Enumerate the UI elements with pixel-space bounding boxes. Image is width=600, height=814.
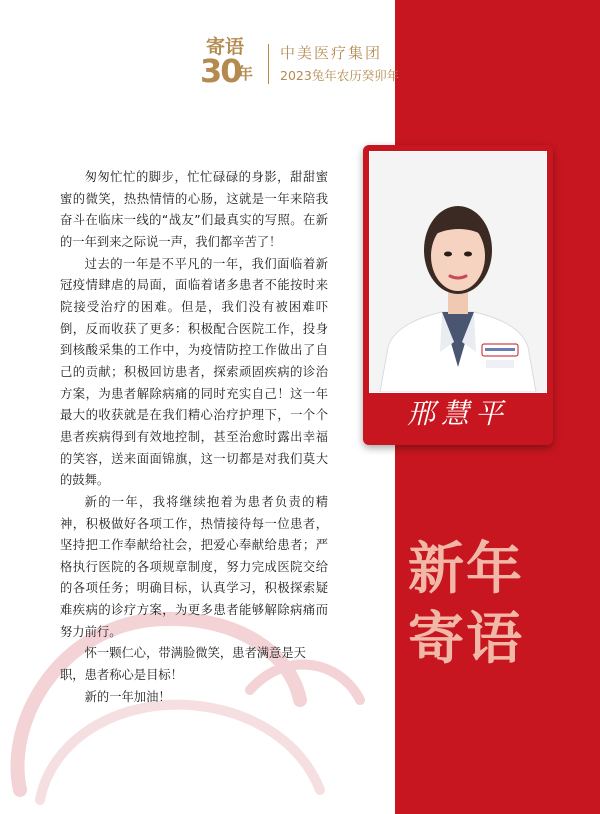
logo-number: 30 [200, 52, 241, 90]
header-subtitle: 2023兔年农历癸卯年 [280, 68, 400, 83]
title-line-2: 寄语 [408, 607, 524, 672]
title-line-1: 新年 [408, 537, 524, 602]
paragraph-1: 匆匆忙忙的脚步，忙忙碌碌的身影，甜甜蜜蜜的微笑，热热情情的心肠，这就是一年来陪我奋斗在临床一线的“战友”们最真实的写照。在新的一年到来之际说一声，我们都辛苦了！ [60, 170, 328, 249]
paragraph-5: 新的一年加油！ [84, 689, 171, 704]
section-title [408, 535, 558, 675]
paragraph-4: 怀一颗仁心，带满脸微笑，患者满意是天职，患者称心是目标！ [60, 646, 306, 683]
paragraph-3: 新的一年，我将继续抱着为患者负责的精神，积极做好各项工作，热情接待每一位患者，坚持把工作奉献给社会，把爱心奉献给患者；严格执行医院的各项规章制度，努力完成医院交给的各项任务；明确目标，认真学习，积极探索疑难疾病的诊疗方案，为更多患者能够解除病痛而努力前行。 [60, 494, 328, 639]
doctor-name: 邢慧平 [406, 397, 509, 430]
portrait-photo [369, 151, 547, 393]
decor-curve-2 [40, 705, 320, 800]
anniversary-logo [200, 36, 260, 94]
logo-year-text: 年 [237, 64, 254, 83]
organization-name: 中美医疗集团 [280, 44, 383, 62]
portrait-illustration [370, 152, 546, 392]
header-divider [268, 44, 269, 84]
letter-body [60, 167, 328, 708]
paragraph-2: 过去的一年是不平凡的一年，我们面临着新冠疫情肆虐的局面，面临着诸多患者不能按时来院接受治疗的困难。但是，我们没有被困难吓倒，反而收获了更多：积极配合医院工作，投身到核酸采集的工作中，为疫情防控工作做出了自己的贡献；积极回访患者，探索顽固疾病的诊治方案，为患者解除病痛的同时充实自己！这一年最大的收获就是在我们精心治疗护理下，一个个患者疾病得到有效地控制，甚至治愈时露出幸福的笑容，送来面面锦旗，这一切都是对我们莫大的鼓舞。 [60, 256, 328, 488]
logo-top-text: 寄语 [206, 36, 245, 58]
portrait-card [363, 145, 553, 445]
